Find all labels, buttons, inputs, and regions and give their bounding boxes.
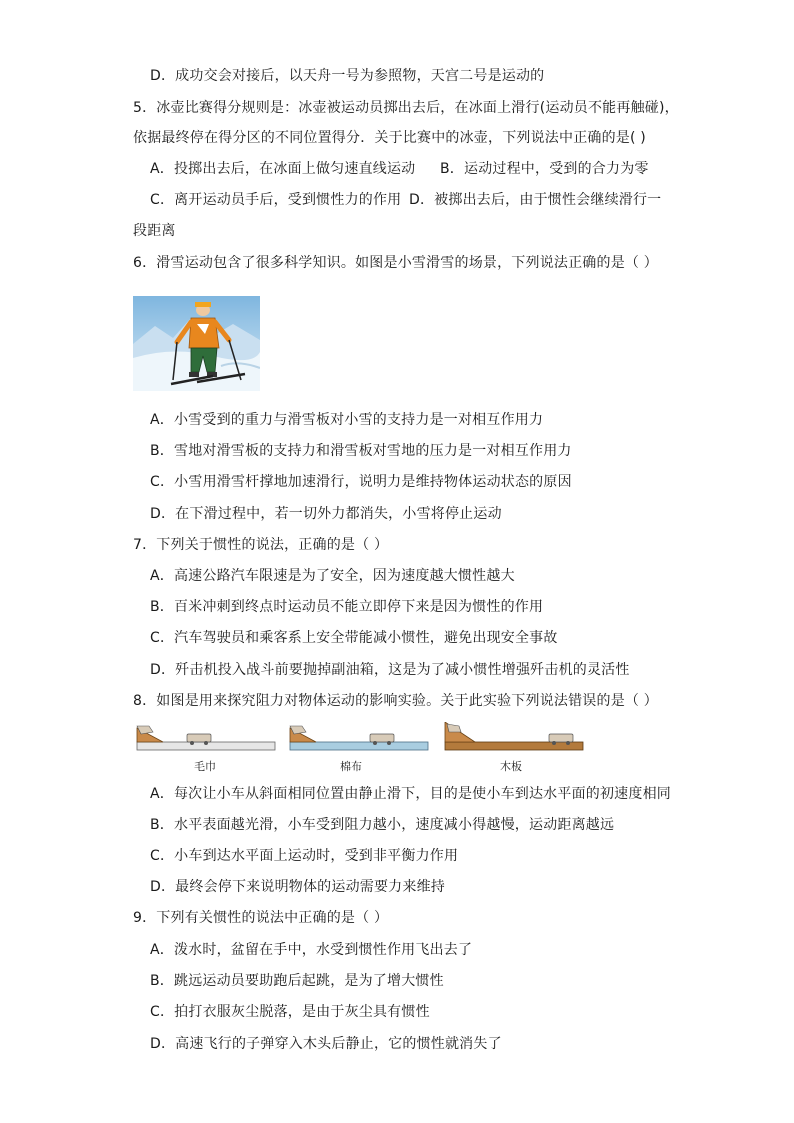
- setup-towel: [137, 726, 275, 750]
- q8-option-b: B．水平表面越光滑，小车受到阻力越小，速度减小得越慢，运动距离越远: [150, 817, 615, 833]
- cart-1: [187, 734, 211, 742]
- q7-option-c: C．汽车驾驶员和乘客系上安全带能减小惯性，避免出现安全事故: [150, 630, 558, 646]
- q6-stem: 6．滑雪运动包含了很多科学知识。如图是小雪滑雪的场景，下列说法正确的是（ ）: [133, 255, 658, 271]
- q9-option-c: C．拍打衣服灰尘脱落，是由于灰尘具有惯性: [150, 1004, 430, 1020]
- q7-stem: 7．下列关于惯性的说法，正确的是（ ）: [133, 537, 389, 553]
- q6-option-b: B．雪地对滑雪板的支持力和滑雪板对雪地的压力是一对相互作用力: [150, 443, 572, 459]
- q6-option-a: A．小雪受到的重力与滑雪板对小雪的支持力是一对相互作用力: [150, 412, 544, 428]
- q5-option-b: B．运动过程中，受到的合力为零: [440, 161, 649, 177]
- q8-stem: 8．如图是用来探究阻力对物体运动的影响实验。关于此实验下列说法错误的是（ ）: [133, 693, 658, 709]
- q8-option-c: C．小车到达水平面上运动时，受到非平衡力作用: [150, 848, 459, 864]
- q5-option-d-continued: 段距离: [133, 223, 176, 239]
- cart-3: [549, 734, 573, 742]
- label-towel: 毛巾: [194, 760, 216, 773]
- q7-option-b: B．百米冲刺到终点时运动员不能立即停下来是因为惯性的作用: [150, 599, 544, 615]
- label-wood: 木板: [500, 760, 522, 773]
- q5-stem-line-1: 5．冰壶比赛得分规则是：冰壶被运动员掷出去后，在冰面上滑行(运动员不能再触碰)，: [133, 100, 679, 116]
- cart-2: [370, 734, 394, 742]
- q5-option-d: D．被掷出去后，由于惯性会继续滑行一: [409, 192, 662, 208]
- label-cotton: 棉布: [340, 760, 362, 773]
- q6-option-c: C．小雪用滑雪杆撑地加速滑行，说明力是维持物体运动状态的原因: [150, 474, 572, 490]
- q9-option-b: B．跳远运动员要助跑后起跳，是为了增大惯性: [150, 973, 444, 989]
- q8-option-d: D．最终会停下来说明物体的运动需要力来维持: [150, 879, 445, 895]
- q5-stem-line-2: 依据最终停在得分区的不同位置得分．关于比赛中的冰壶，下列说法中正确的是( ): [133, 130, 646, 146]
- q5-option-c: C．离开运动员手后，受到惯性力的作用: [150, 192, 402, 208]
- q9-option-d: D．高速飞行的子弹穿入木头后静止，它的惯性就消失了: [150, 1036, 502, 1052]
- q4-option-d: D．成功交会对接后，以天舟一号为参照物，天宫二号是运动的: [150, 68, 545, 84]
- setup-cotton: [290, 726, 428, 750]
- setup-wood: [445, 722, 583, 750]
- q9-stem: 9．下列有关惯性的说法中正确的是（ ）: [133, 910, 389, 926]
- friction-experiment-figure: [135, 722, 585, 758]
- q8-option-a: A．每次让小车从斜面相同位置由静止滑下，目的是使小车到达水平面的初速度相同: [150, 786, 671, 802]
- q5-option-a: A．投掷出去后，在冰面上做匀速直线运动: [150, 161, 416, 177]
- q7-option-d: D．歼击机投入战斗前要抛掉副油箱，这是为了减小惯性增强歼击机的灵活性: [150, 662, 630, 678]
- q6-option-d: D．在下滑过程中，若一切外力都消失，小雪将停止运动: [150, 506, 502, 522]
- skier-illustration: [133, 296, 260, 391]
- q7-option-a: A．高速公路汽车限速是为了安全，因为速度越大惯性越大: [150, 568, 515, 584]
- q9-option-a: A．泼水时，盆留在手中，水受到惯性作用飞出去了: [150, 942, 473, 958]
